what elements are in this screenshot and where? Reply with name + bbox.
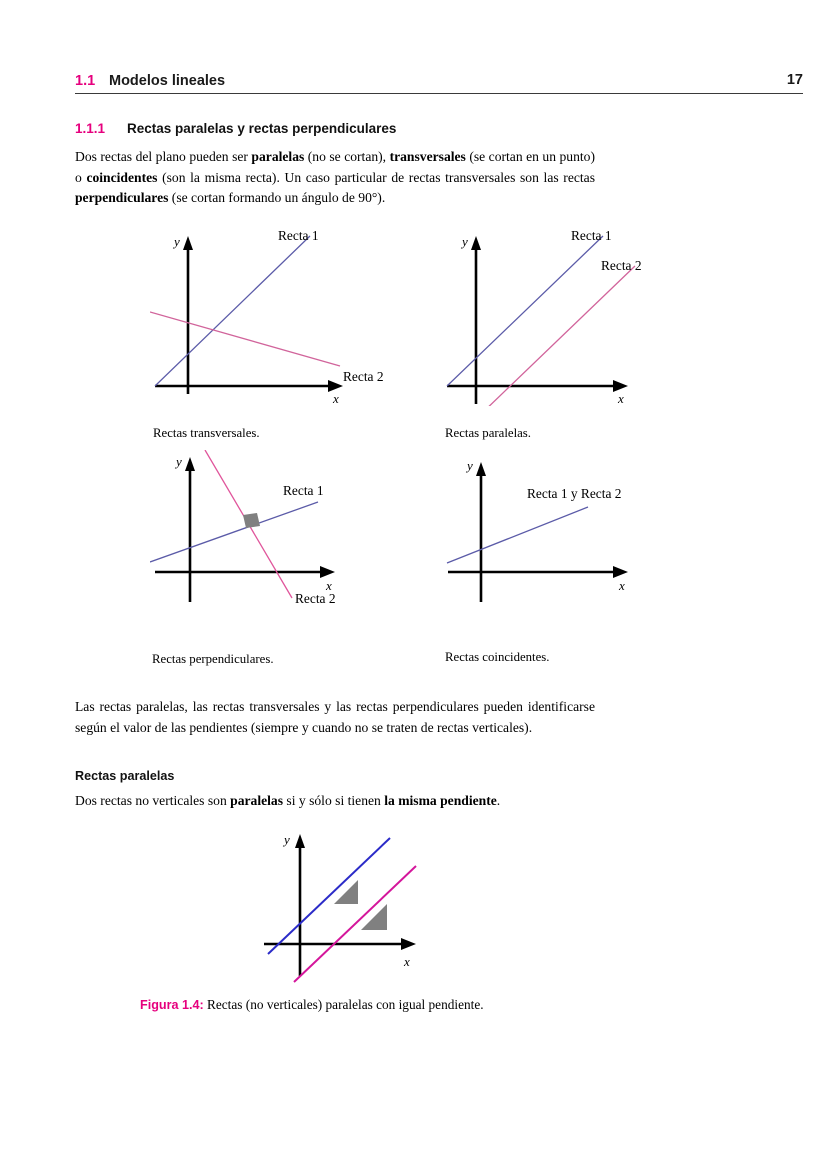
diagram-coincidentes-svg <box>443 450 693 640</box>
line-label-recta-1: Recta 1 <box>571 228 612 243</box>
right-angle-marker-icon <box>243 513 260 528</box>
y-axis-arrow <box>295 834 305 848</box>
diagram-transversales-svg <box>150 226 400 406</box>
running-head-rule <box>75 93 803 94</box>
x-axis-label: x <box>404 954 410 969</box>
y-axis-arrow <box>471 236 481 250</box>
slope-triangle-line-1 <box>334 880 358 904</box>
x-axis-label: x <box>619 578 625 593</box>
definition-paragraph: Dos rectas no verticales son paralelas si y sólo si tienen la misma pendiente. <box>75 793 501 808</box>
diagram-transversales <box>150 226 400 440</box>
line-label-recta-1: Recta 1 <box>278 228 319 243</box>
line-label-recta-2: Recta 2 <box>343 369 384 384</box>
y-axis-label: y <box>176 454 182 469</box>
line-1-blue <box>268 838 390 954</box>
line-label-recta-1-y-recta-2: Recta 1 y Recta 2 <box>527 486 622 501</box>
diagram-caption-coincidentes: Rectas coincidentes. <box>445 650 550 664</box>
diagram-paralelas-svg <box>443 226 693 406</box>
main-figure-1-4 <box>250 826 450 986</box>
figure-label: Figura 1.4: <box>140 998 204 1012</box>
y-axis-label: y <box>467 458 473 473</box>
y-axis-arrow <box>183 236 193 250</box>
running-head <box>75 70 803 96</box>
line-recta-1-y-recta-2 <box>447 507 588 563</box>
diagram-caption-transversales: Rectas transversales. <box>153 426 260 440</box>
running-head-section-number: 1.1 <box>75 73 96 89</box>
x-axis-arrow <box>613 566 628 578</box>
line-recta-1 <box>447 236 603 386</box>
line-recta-2 <box>150 312 340 366</box>
diagram-perpendiculares-svg <box>150 450 400 640</box>
main-figure-svg <box>250 826 450 986</box>
y-axis-arrow <box>185 457 195 471</box>
page-number: 17 <box>786 72 803 88</box>
y-axis-label: y <box>462 234 468 249</box>
diagram-coincidentes <box>443 450 693 664</box>
y-axis-arrow <box>476 462 486 476</box>
subheading-rectas-paralelas: Rectas paralelas <box>75 769 175 783</box>
diagram-caption-perpendiculares: Rectas perpendiculares. <box>152 652 274 666</box>
x-axis-arrow <box>401 938 416 950</box>
slope-triangle-line-2 <box>361 904 387 930</box>
running-head-title: Modelos lineales <box>109 73 226 89</box>
section-heading-number: 1.1.1 <box>75 121 106 136</box>
line-label-recta-2: Recta 2 <box>601 258 642 273</box>
figure-caption-text: Rectas (no verticales) paralelas con igual pendiente. <box>203 997 484 1012</box>
x-axis-arrow <box>320 566 335 578</box>
y-axis-label: y <box>284 832 290 847</box>
diagram-caption-paralelas: Rectas paralelas. <box>445 426 531 440</box>
x-axis-label: x <box>326 578 332 593</box>
section-heading <box>75 121 803 141</box>
diagram-paralelas <box>443 226 693 440</box>
x-axis-label: x <box>333 391 339 406</box>
y-axis-label: y <box>174 234 180 249</box>
x-axis-label: x <box>618 391 624 406</box>
intro-paragraph: Dos rectas del plano pueden ser paralelas (no se cortan), transversales (se cortan en un punto) o coincidentes (son la misma recta). Un caso particular de rectas transversales son las rectas perpendiculares (se cortan formando un ángulo de 90°). <box>75 149 595 205</box>
line-recta-1 <box>150 502 318 562</box>
section-heading-title: Rectas paralelas y rectas perpendiculares <box>127 121 397 136</box>
diagram-perpendiculares <box>150 450 400 666</box>
line-recta-1 <box>155 236 310 386</box>
figure-caption <box>140 997 484 1013</box>
line-label-recta-2: Recta 2 <box>295 591 336 606</box>
line-label-recta-1: Recta 1 <box>283 483 324 498</box>
middle-paragraph: Las rectas paralelas, las rectas transversales y las rectas perpendiculares pueden identificarse según el valor de las pendientes (siempre y cuando no se traten de rectas verticales). <box>75 699 595 735</box>
